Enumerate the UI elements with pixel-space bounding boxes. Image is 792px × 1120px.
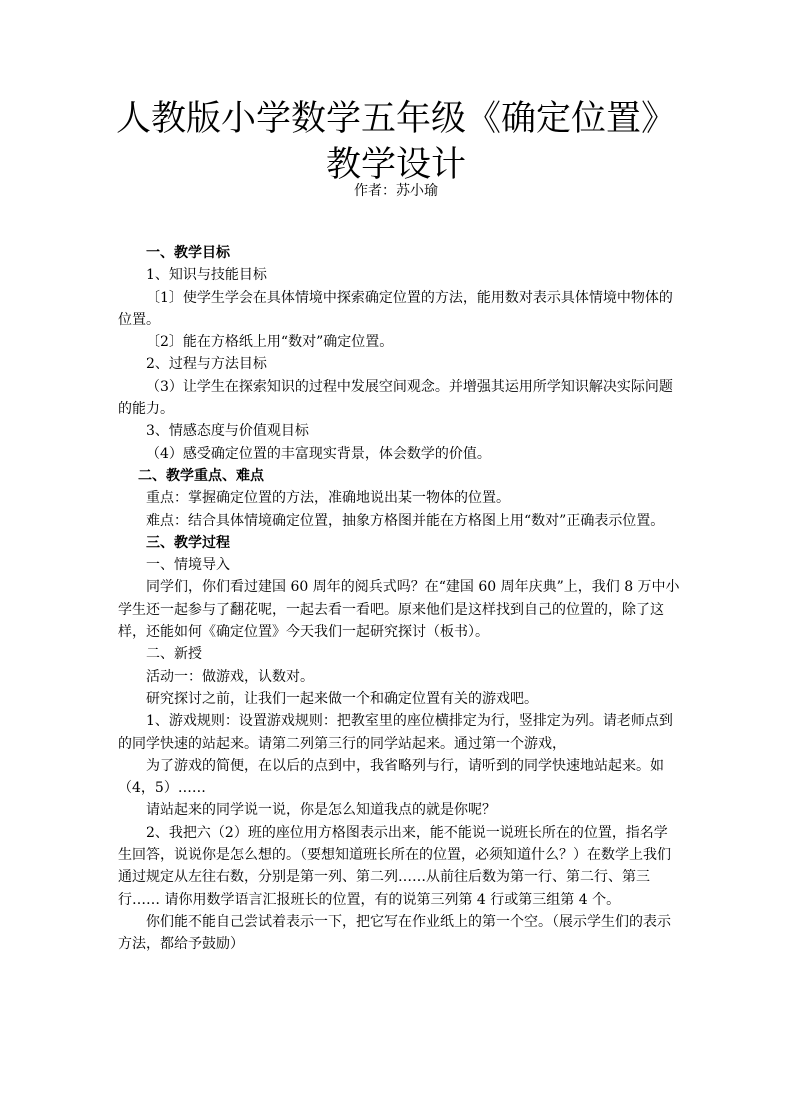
paragraph: 〔1〕使学生学会在具体情境中探索确定位置的方法，能用数对表示具体情境中物体的位置。 (118, 289, 673, 328)
document-author: 作者：苏小瑜 (354, 183, 438, 199)
paragraph: 难点：结合具体情境确定位置，抽象方格图并能在方格图上用“数对”正确表示位置。 (146, 512, 665, 529)
section-heading: 一、教学目标 (146, 245, 230, 261)
section-heading: 二、教学重点、难点 (138, 467, 264, 484)
paragraph: 2、过程与方法目标 (146, 356, 267, 373)
paragraph: 请站起来的同学说一说，你是怎么知道我点的就是你呢？ (146, 802, 496, 819)
paragraph: 1、知识与技能目标 (146, 267, 267, 284)
paragraph: 为了游戏的简便，在以后的点到中，我省略列与行，请听到的同学快速地站起来。如（4，5）…… (118, 757, 664, 797)
paragraph: （4）感受确定位置的丰富现实背景，体会数学的价值。 (146, 445, 491, 462)
paragraph: 重点：掌握确定位置的方法，准确地说出某一物体的位置。 (146, 490, 510, 507)
paragraph: 同学们，你们看过建国 60 周年的阅兵式吗？在“建国 60 周年庆典”上，我们 8 万中小学生还一起参与了翻花呢，一起去看一看吧。原来他们是这样找到自己的位置的，除了这样，还能如何《确定位置》今天我们一起研究探讨（板书）。 (118, 579, 680, 641)
paragraph: 1、游戏规则：设置游戏规则：把教室里的座位横排定为行，竖排定为列。请老师点到的同学快速的站起来。请第二列第三行的同学站起来。通过第一个游戏， (118, 713, 673, 752)
paragraph: 2、我把六（2）班的座位用方格图表示出来，能不能说一说班长所在的位置，指名学生回答，说说你是怎么想的。（要想知道班长所在的位置，必须知道什么？）在数学上我们通过规定从左往右数，分别是第一列、第二列……从前往后数为第一行、第二行、第三行…… 请你用数学语言汇报班长的位置，有的说第三列第 4 行或第三组第 4 个。 (118, 824, 671, 908)
paragraph: 研究探讨之前，让我们一起来做一个和确定位置有关的游戏吧。 (146, 690, 538, 707)
paragraph: 〔2〕能在方格纸上用“数对”确定位置。 (146, 334, 394, 351)
section-heading: 三、教学过程 (146, 534, 230, 551)
paragraph: （3）让学生在探索知识的过程中发展空间观念。并增强其运用所学知识解决实际问题的能力。 (118, 378, 673, 418)
document-title: 人教版小学数学五年级《确定位置》教学设计 (115, 99, 676, 185)
paragraph: 二、新授 (146, 646, 202, 663)
document-body (118, 242, 680, 956)
paragraph: 3、情感态度与价值观目标 (146, 423, 309, 440)
paragraph: 活动一：做游戏，认数对。 (146, 668, 314, 685)
paragraph: 你们能不能自己尝试着表示一下，把它写在作业纸上的第一个空。（展示学生们的表示方法，都给予鼓励） (118, 913, 671, 953)
paragraph: 一、情境导入 (146, 557, 230, 574)
